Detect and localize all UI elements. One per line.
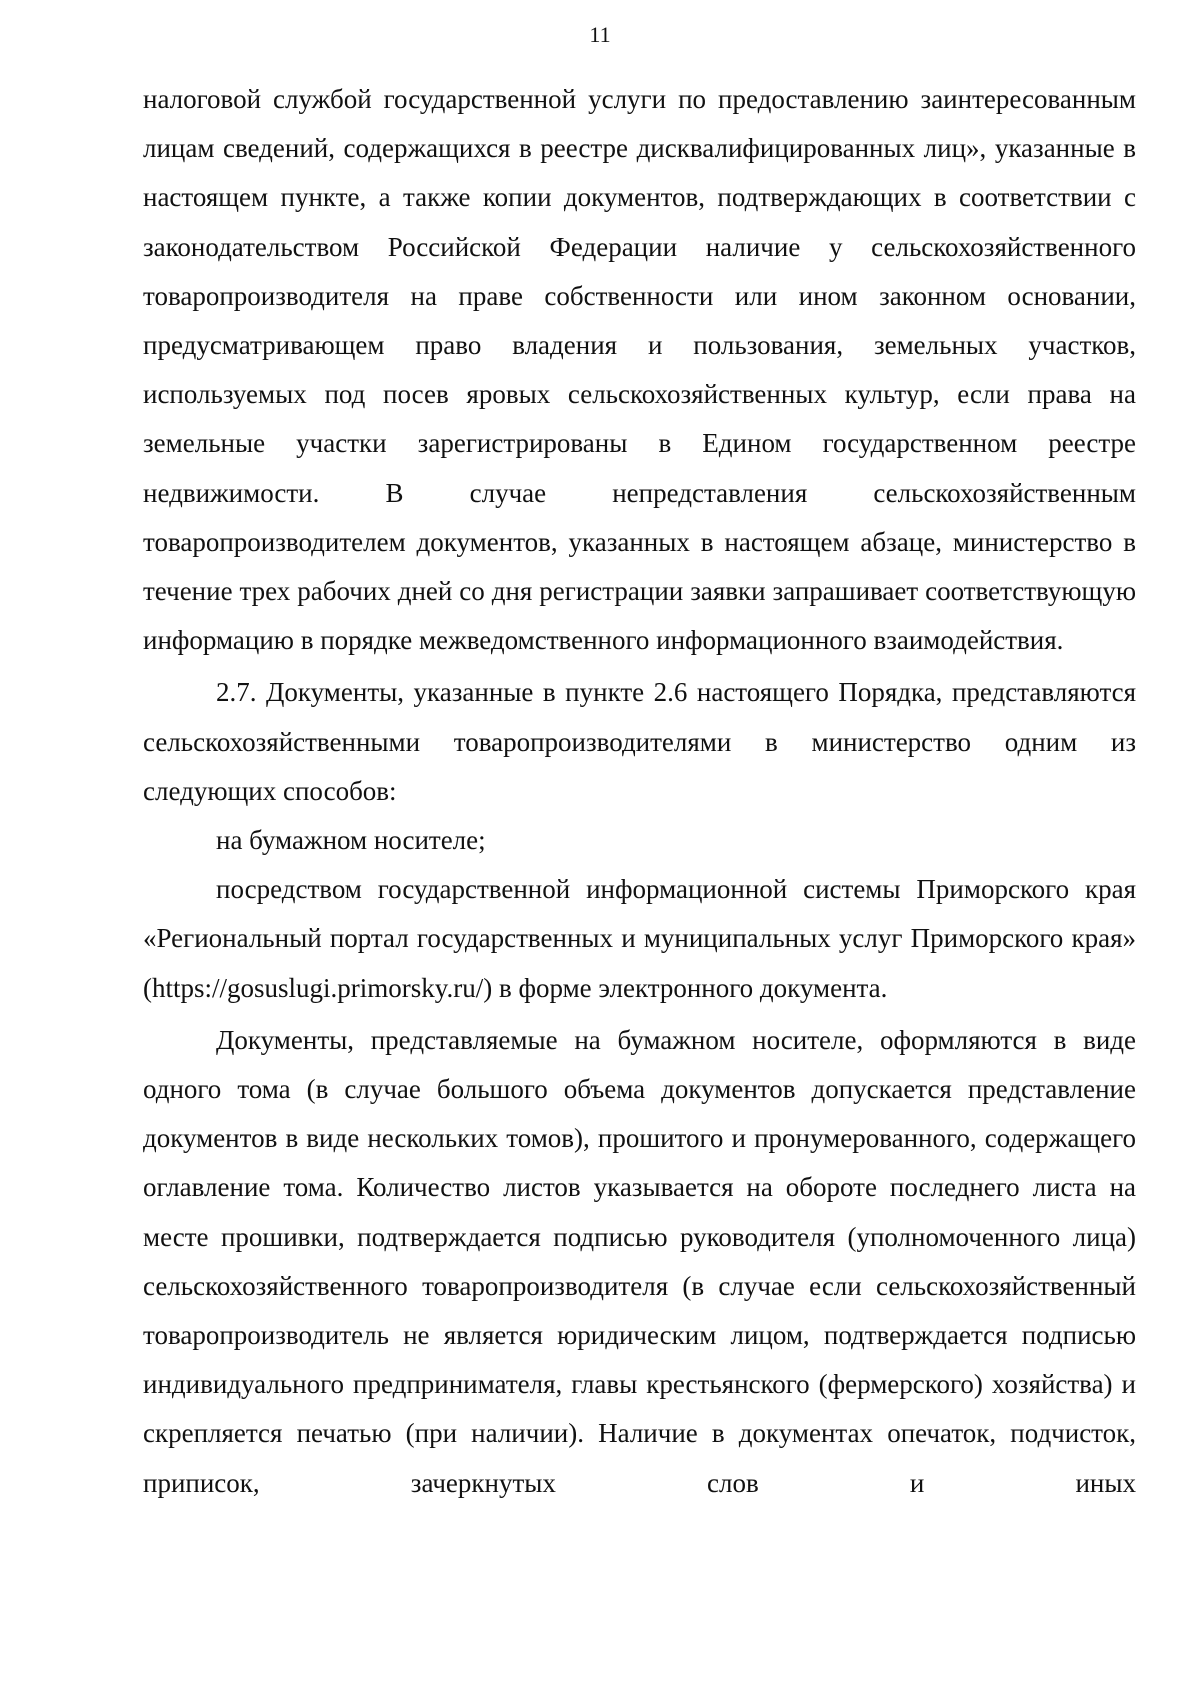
document-body [143,75,1136,1508]
paragraph-paper-carrier: на бумажном носителе; [216,825,486,856]
paragraph-2-7: 2.7. Документы, указанные в пункте 2.6 настоящего Порядка, представляются сельскохозяйственными товаропроизводителями в министерство одним из следующих способов: [143,677,1136,806]
paragraph-continuation: налоговой службой государственной услуги по предоставлению заинтересованным лицам сведений, содержащихся в реестре дисквалифицированных лиц», указанные в настоящем пункте, а также копии документов, подтверждающих в соответствии с законодательством Российской Федерации наличие у сельскохозяйственного товаропроизводителя на праве собственности или ином законном основании, предусматривающем право владения и пользования, земельных участков, используемых под посев яровых сельскохозяйственных культур, если права на земельные участки зарегистрированы в Едином государственном реестре недвижимости. В случае непредставления сельскохозяйственным товаропроизводителем документов, указанных в настоящем абзаце, министерство в течение трех рабочих дней со дня регистрации заявки запрашивает соответствующую информацию в порядке межведомственного информационного взаимодействия. [143,84,1136,656]
page-number: 11 [589,22,611,47]
paragraph-regional-portal: посредством государственной информационной системы Приморского края «Региональный портал государственных и муниципальных услуг Приморского края» (https://gosuslugi.primorsky.ru/) в форме электронного документа. [143,874,1136,1003]
paragraph-paper-documents: Документы, представляемые на бумажном носителе, оформляются в виде одного тома (в случае большого объема документов допускается представление документов в виде нескольких томов), прошитого и пронумерованного, содержащего оглавление тома. Количество листов указывается на обороте последнего листа на месте прошивки, подтверждается подписью руководителя (уполномоченного лица) сельскохозяйственного товаропроизводителя (в случае если сельскохозяйственный товаропроизводитель не является юридическим лицом, подтверждается подписью индивидуального предпринимателя, главы крестьянского (фермерского) хозяйства) и скрепляется печатью (при наличии). Наличие в документах опечаток, подчисток, приписок, зачеркнутых слов и иных [143,1024,1136,1498]
